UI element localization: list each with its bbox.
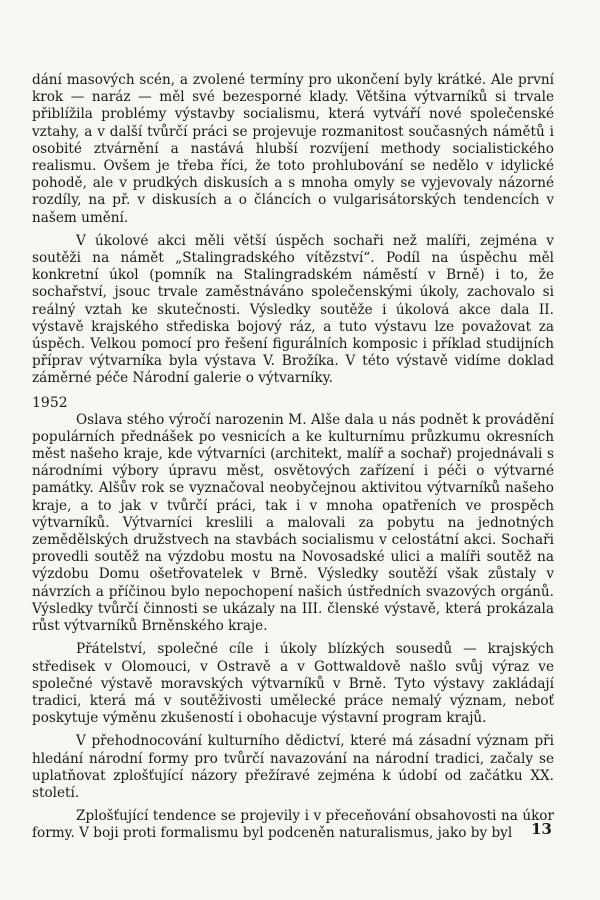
paragraph-6: Zplošťující tendence se projevily i v přeceňování obsahovosti na úkor formy. V boji proti formalismu byl podceněn naturalismus, jako by byl <box>32 808 554 842</box>
paragraph-2: V úkolové akci měli větší úspěch sochaři než malíři, zejména v soutěži na námět „Stalingradského vítězství“. Podíl na úspěchu měl konkretní úkol (pomník na Stalingradském náměstí v Brně) i to, že sochařství, jsouc trvale zaměstnáváno společenskými úkoly, zachovalo si reálný vztah ke skutečnosti. Výsledky soutěže i úkolová akce dala II. výstavě krajského střediska bojový ráz, a tuto výstavu lze považovat za úspěch. Velkou pomocí pro řešení figurálních komposic i příklad studijních příprav výtvarníka byla výstava V. Brožíka. V této výstavě vidíme doklad záměrné péče Národní galerie o výtvarníky. <box>32 232 554 387</box>
paragraph-4: Přátelství, společné cíle i úkoly blízkých sousedů — krajských středisek v Olomouci, v Ostravě a v Gottwaldově našlo svůj výraz ve společné výstavě moravských výtvarníků v Brně. Tyto výstavy zakládají tradici, která má v soutěživosti umělecké práce nemalý význam, neboť poskytuje výměnu zkušeností i obohacuje výstavní program krajů. <box>32 641 554 727</box>
paragraph-3: Oslava stého výročí narozenin M. Alše dala u nás podnět k provádění populárních přednášek po vesnicích a ke kulturnímu průzkumu okresních měst našeho kraje, kde výtvarníci (architekt, malíř a sochař) projednávali s národními výbory úpravu měst, osvětových zařízení i péči o výtvarné památky. Alšův rok se vyznačoval neobyčejnou aktivitou výtvarníků našeho kraje, a to jak v tvůrčí práci, tak i v mnoha opatřeních ve prospěch výtvarníků. Výtvarníci kreslili a malovali za pobytu na jednotných zemědělských družstvech na stavbách socialismu v celostátní akci. Sochaři provedli soutěž na výzdobu mostu na Novosadské ulici a malíři soutěž na výzdobu Domu ošetřovatelek v Brně. Výsledky soutěží však zůstaly v návrzích a příčinou bylo nepochopení našich ústředních svazových orgánů. Výsledky tvůrčí činnosti se ukázaly na III. členské výstavě, která prokázala růst výtvarníků Brněnského kraje. <box>32 411 554 635</box>
paragraph-5: V přehodnocování kulturního dědictví, které má zásadní význam při hledání národní formy pro tvůrčí navazování na národní tradici, začaly se uplatňovat zplošťující názory přežíravé zejména k údobí od začátku XX. století. <box>32 733 554 801</box>
paragraph-1: dání masových scén, a zvolené termíny pro ukončení byly krátké. Ale první krok — naráz — měl své bezesporné klady. Většina výtvarníků si trvale přiblížila problémy výstavby socialismu, která vytváří nové společenské vztahy, a v další tvůrčí práci se projevuje rozmanitost současných námětů i osobité ztvárnění a nastává hlubší rozvíjení methody socialistického realismu. Ovšem je třeba říci, že toto prohlubování se nedělo v idylické pohodě, ale v prudkých diskusích a s mnoha omyly se vyjevovaly názorné rozdíly, na př. v diskusích a o článcích o vulgarisátorských tendencích v našem umění. <box>32 72 554 226</box>
page-number: 13 <box>531 820 552 838</box>
document-page <box>32 72 554 849</box>
year-heading: 1952 <box>32 394 68 411</box>
